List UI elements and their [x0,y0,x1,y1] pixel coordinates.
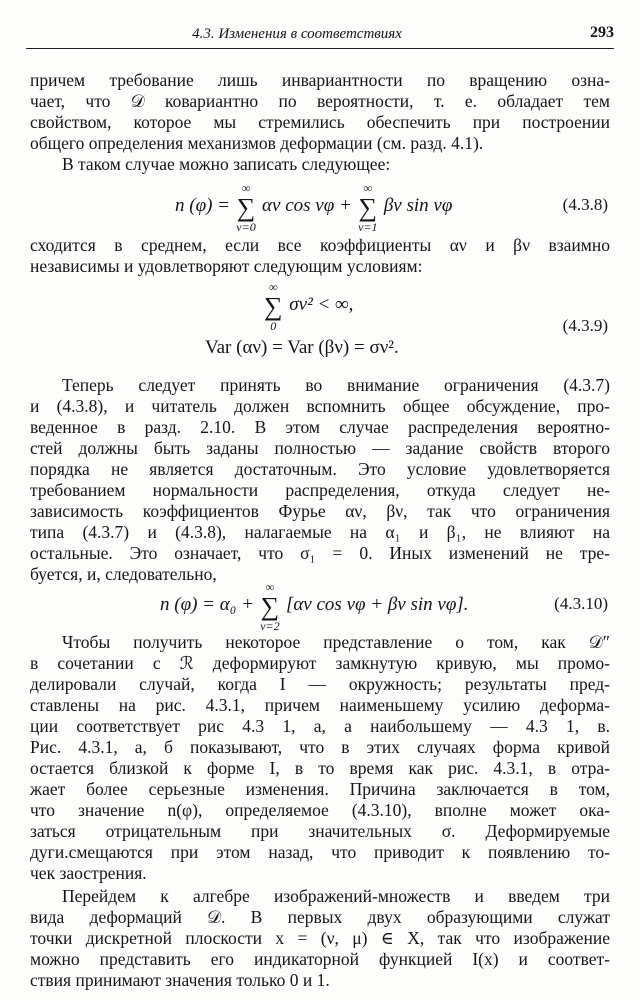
text-line: ставлены на рис. 4.3.1, причем наименьшему усилию деформа- [30,695,610,715]
summation-symbol: ∑ ∞ ν=0 [236,181,256,234]
equation-number: (4.3.9) [562,316,608,335]
summation-symbol: ∑ ∞ ν=1 [358,181,378,234]
equation-4-3-9-line1 [262,280,354,333]
text-line: порядка не является достаточным. Это условие удовлетворяется [30,459,610,479]
text-line: общего определения механизмов деформации (см. разд. 4.1). [30,133,484,153]
text-line: что значение n(φ), определяемое (4.3.10), вполне может ока- [30,800,610,820]
text-line: делировали случай, когда I — окружность; результаты пред- [30,674,610,694]
eq-term: αν cos νφ + [262,195,352,216]
text-line: Теперь следует принять во внимание ограничения (4.3.7) [62,375,610,395]
text-line: В таком случае можно записать следующее: [62,154,391,174]
text-line: жает более серьезные изменения. Причина заключается в том, [30,779,610,799]
text-line: остальные. Это означает, что σ₁ = 0. Иных изменений не тре- [30,543,610,563]
sum-upper-limit: ∞ [241,181,251,195]
sum-upper-limit: ∞ [265,580,275,594]
text-line: дуги.смещаются при этом назад, что приводит к появлению то- [30,842,610,862]
paragraph-5 [30,632,610,884]
text-line: можно представить его индикаторной функцией I(x) и соответ- [30,949,610,969]
text-line: свойством, которое мы стремились обеспечить при построении [30,112,610,132]
text-line: чает, что 𝒟 ковариантно по вероятности, т. е. обладает тем [30,91,610,111]
sum-lower-limit: 0 [270,319,277,333]
text-line: причем требование лишь инвариантности по вращению озна- [30,70,610,90]
eq-term: βν sin νφ [383,195,453,216]
eq-lhs: n (φ) = [175,195,230,216]
paragraph-6 [30,886,610,991]
equation-4-3-8 [175,181,453,234]
paragraph-1 [30,70,610,154]
text-line: и (4.3.8), и читатель должен вспомнить общее обсуждение, про- [30,396,610,416]
text-line: Перейдем к алгебре изображений-множеств и введем три [62,886,610,906]
text-line: Чтобы получить некоторое представление о том, как 𝒟″ [62,632,610,652]
sum-lower-limit: ν=2 [260,619,280,633]
page-number: 293 [590,24,614,41]
eq-term: σν² < ∞, [289,294,354,315]
paragraph-3 [30,235,610,277]
text-line: требованием нормальности распределения, откуда следует не- [30,480,610,500]
equation-4-3-9-line2: Var (αν) = Var (βν) = σν². [205,337,399,358]
sum-upper-limit: ∞ [268,280,278,294]
sum-lower-limit: ν=1 [358,220,378,234]
text-line: в сочетании с ℛ деформируют замкнутую кривую, мы промо- [30,653,610,673]
page-header [26,24,614,49]
sum-lower-limit: ν=0 [236,220,256,234]
summation-symbol: ∑ ∞ ν=2 [260,580,280,633]
text-line: ствия принимают значения только 0 и 1. [30,970,330,990]
text-line: вида деформаций 𝒟. В первых двух образующими служат [30,907,610,927]
text-line: заться отрицательным при значительных σ. Деформируемые [30,821,610,841]
equation-4-3-10 [160,580,469,633]
paragraph-4 [30,375,610,585]
text-line: чек заострения. [30,863,147,883]
text-line: точки дискретной плоскости x = (ν, μ) ∈ X, так что изображение [30,928,610,948]
eq-term: [αν cos νφ + βν sin νφ]. [285,594,469,615]
text-line: типа (4.3.7) и (4.3.8), налагаемые на α₁ и β₁, не влияют на [30,522,610,542]
equation-number: (4.3.10) [554,594,608,613]
text-line: остается близкой к форме I, в то время как рис. 4.3.1, в отра- [30,758,610,778]
summation-symbol: ∑ ∞ 0 [264,280,283,333]
paragraph-2 [30,154,610,175]
sum-upper-limit: ∞ [363,181,373,195]
text-line: веденное в разд. 2.10. В этом случае распределения вероятно- [30,417,610,437]
text-line: ции соответствует рис 4.3 1, a, а наибольшему — 4.3 1, в. [30,716,610,736]
text-line: буется, и, следовательно, [30,564,217,584]
text-line: стей должны быть заданы полностью — задание свойств второго [30,438,610,458]
text-line: независимы и удовлетворяют следующим условиям: [30,256,423,276]
equation-number: (4.3.8) [562,195,608,214]
text-line: зависимость коэффициентов Фурье αν, βν, так что ограничения [30,501,610,521]
text-line: сходится в среднем, если все коэффициенты αν и βν взаимно [30,235,610,255]
eq-lhs: n (φ) = α₀ + [160,594,254,615]
running-title: 4.3. Изменения в соответствиях [192,26,402,42]
text-line: Рис. 4.3.1, a, б показывают, что в этих случаях форма кривой [30,737,610,757]
